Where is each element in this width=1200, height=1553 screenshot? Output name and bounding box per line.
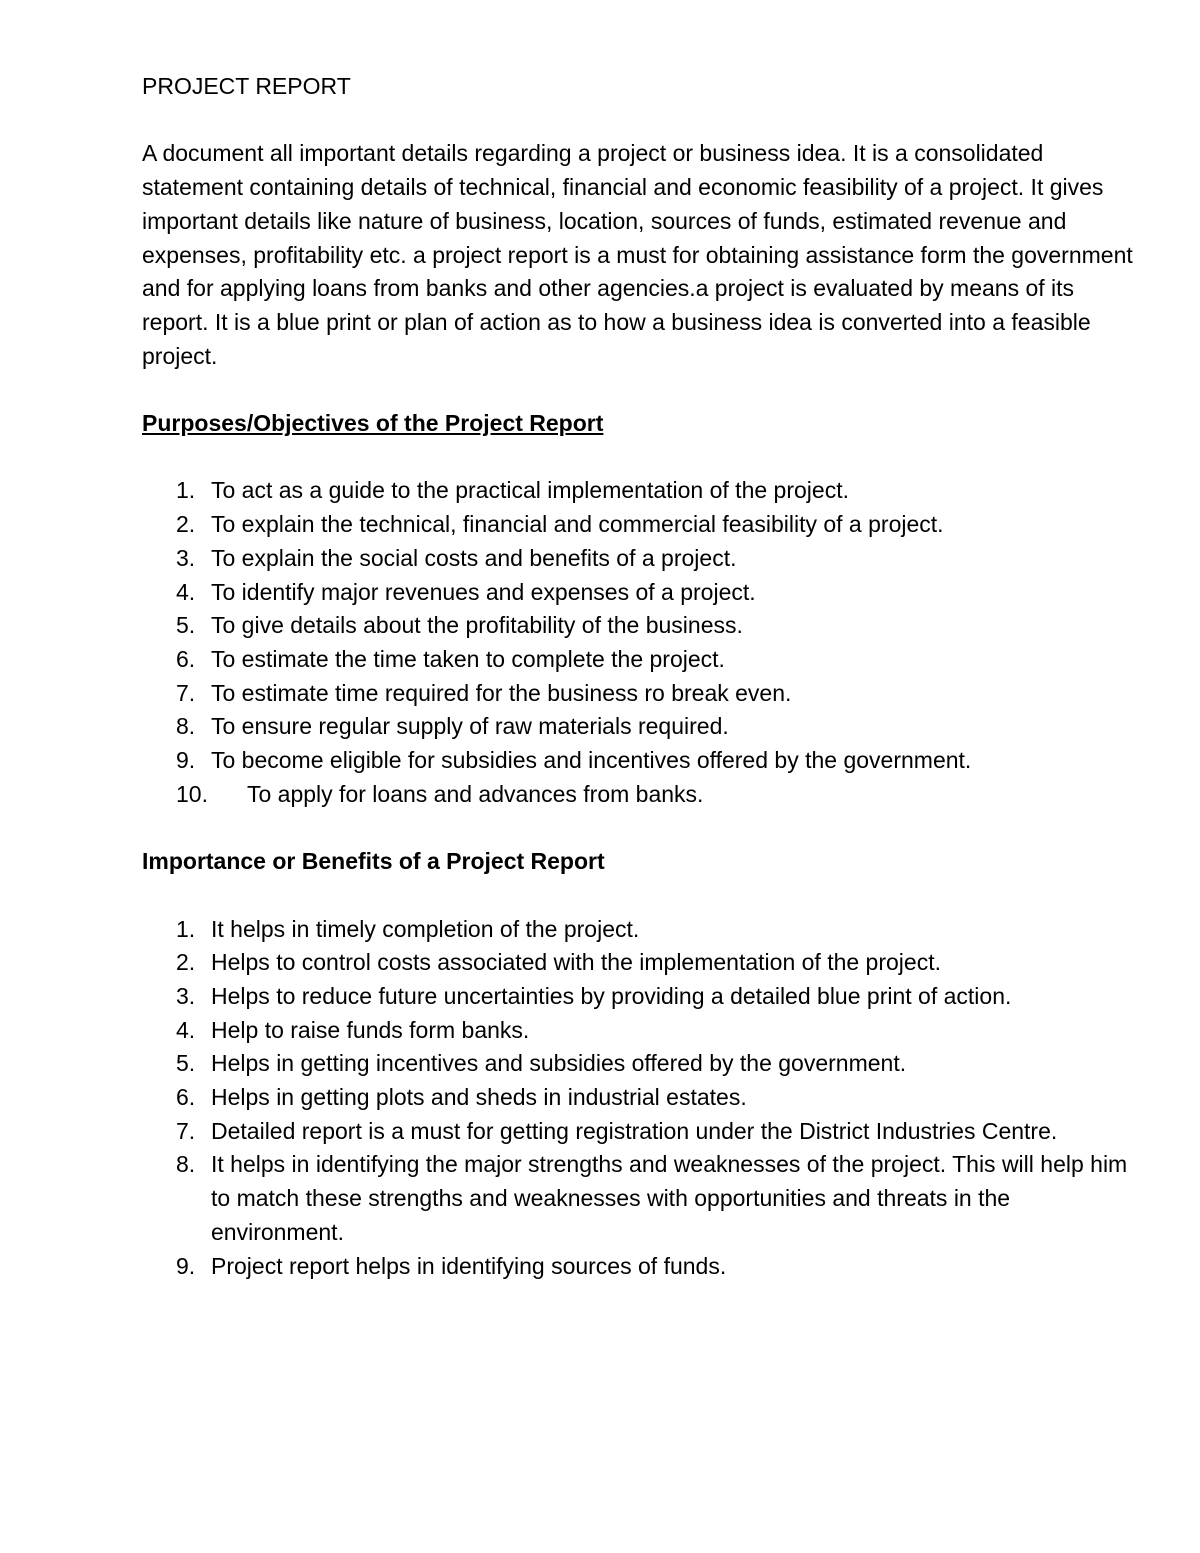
list-item xyxy=(142,1047,1142,1081)
list-item-number: 7. xyxy=(176,1117,196,1144)
list-item-number: 9. xyxy=(176,747,196,774)
list-item-text: To become eligible for subsidies and incentives offered by the government. xyxy=(211,747,972,774)
list-item xyxy=(142,913,1142,947)
list-item-text: To estimate the time taken to complete the project. xyxy=(211,645,725,672)
list-item-text: To explain the technical, financial and commercial feasibility of a project. xyxy=(211,511,944,538)
list-item xyxy=(142,710,1142,744)
benefits-list xyxy=(142,913,1142,1284)
list-item-text: To act as a guide to the practical implementation of the project. xyxy=(211,477,849,504)
list-item xyxy=(142,1148,1142,1249)
list-item-text: Helps to control costs associated with the implementation of the project. xyxy=(211,949,941,976)
benefits-heading: Importance or Benefits of a Project Report xyxy=(142,848,605,875)
list-item-text: It helps in identifying the major strengths and weaknesses of the project. This will help him to match these strengths and weaknesses with opportunities and threats in the environment. xyxy=(211,1151,1128,1245)
list-item xyxy=(142,1115,1142,1149)
list-item xyxy=(142,643,1142,677)
list-item xyxy=(142,474,1142,508)
list-item xyxy=(142,980,1142,1014)
list-item xyxy=(142,508,1142,542)
list-item-text: To identify major revenues and expenses of a project. xyxy=(211,578,756,605)
list-item-text: To give details about the profitability of the business. xyxy=(211,612,743,639)
list-item-text: Helps in getting plots and sheds in industrial estates. xyxy=(211,1084,747,1111)
list-item-number: 9. xyxy=(176,1252,196,1279)
list-item-number: 10. xyxy=(176,780,208,807)
list-item-number: 8. xyxy=(176,713,196,740)
list-item xyxy=(142,946,1142,980)
list-item-text: Helps in getting incentives and subsidies offered by the government. xyxy=(211,1050,907,1077)
document-title: PROJECT REPORT xyxy=(142,73,351,99)
list-item-number: 5. xyxy=(176,1050,196,1077)
list-item-text: Help to raise funds form banks. xyxy=(211,1016,530,1043)
list-item-number: 4. xyxy=(176,578,196,605)
list-item xyxy=(142,778,1142,812)
purposes-heading: Purposes/Objectives of the Project Report xyxy=(142,410,604,436)
list-item xyxy=(142,1081,1142,1115)
list-item-number: 3. xyxy=(176,544,196,571)
list-item xyxy=(142,677,1142,711)
document-page xyxy=(142,70,1142,1283)
purposes-list xyxy=(142,474,1142,811)
list-item-number: 7. xyxy=(176,679,196,706)
list-item xyxy=(142,1250,1142,1284)
list-item-number: 2. xyxy=(176,511,196,538)
list-item-text: To estimate time required for the business ro break even. xyxy=(211,679,792,706)
list-item-number: 6. xyxy=(176,1084,196,1111)
list-item-text: Helps to reduce future uncertainties by providing a detailed blue print of action. xyxy=(211,982,1012,1009)
list-item-text: Detailed report is a must for getting registration under the District Industries Centre. xyxy=(211,1117,1058,1144)
list-item-text: To explain the social costs and benefits of a project. xyxy=(211,544,737,571)
list-item-number: 1. xyxy=(176,915,196,942)
list-item-text: To ensure regular supply of raw materials required. xyxy=(211,713,729,740)
intro-paragraph: A document all important details regarding a project or business idea. It is a consolidated statement containing details of technical, financial and economic feasibility of a project. It gives important details like nature of business, location, sources of funds, estimated revenue and expenses, profitability etc. a project report is a must for obtaining assistance form the government and for applying loans from banks and other agencies.a project is evaluated by means of its report. It is a blue print or plan of action as to how a business idea is converted into a feasible project. xyxy=(142,140,1133,369)
list-item-text: To apply for loans and advances from banks. xyxy=(247,780,704,807)
list-item-number: 5. xyxy=(176,612,196,639)
list-item-number: 2. xyxy=(176,949,196,976)
list-item-number: 3. xyxy=(176,982,196,1009)
list-item-number: 8. xyxy=(176,1151,196,1178)
list-item xyxy=(142,576,1142,610)
list-item-text: It helps in timely completion of the project. xyxy=(211,915,640,942)
list-item xyxy=(142,542,1142,576)
list-item xyxy=(142,1014,1142,1048)
list-item xyxy=(142,744,1142,778)
list-item-number: 6. xyxy=(176,645,196,672)
list-item-number: 4. xyxy=(176,1016,196,1043)
list-item xyxy=(142,609,1142,643)
list-item-text: Project report helps in identifying sources of funds. xyxy=(211,1252,727,1279)
list-item-number: 1. xyxy=(176,477,196,504)
